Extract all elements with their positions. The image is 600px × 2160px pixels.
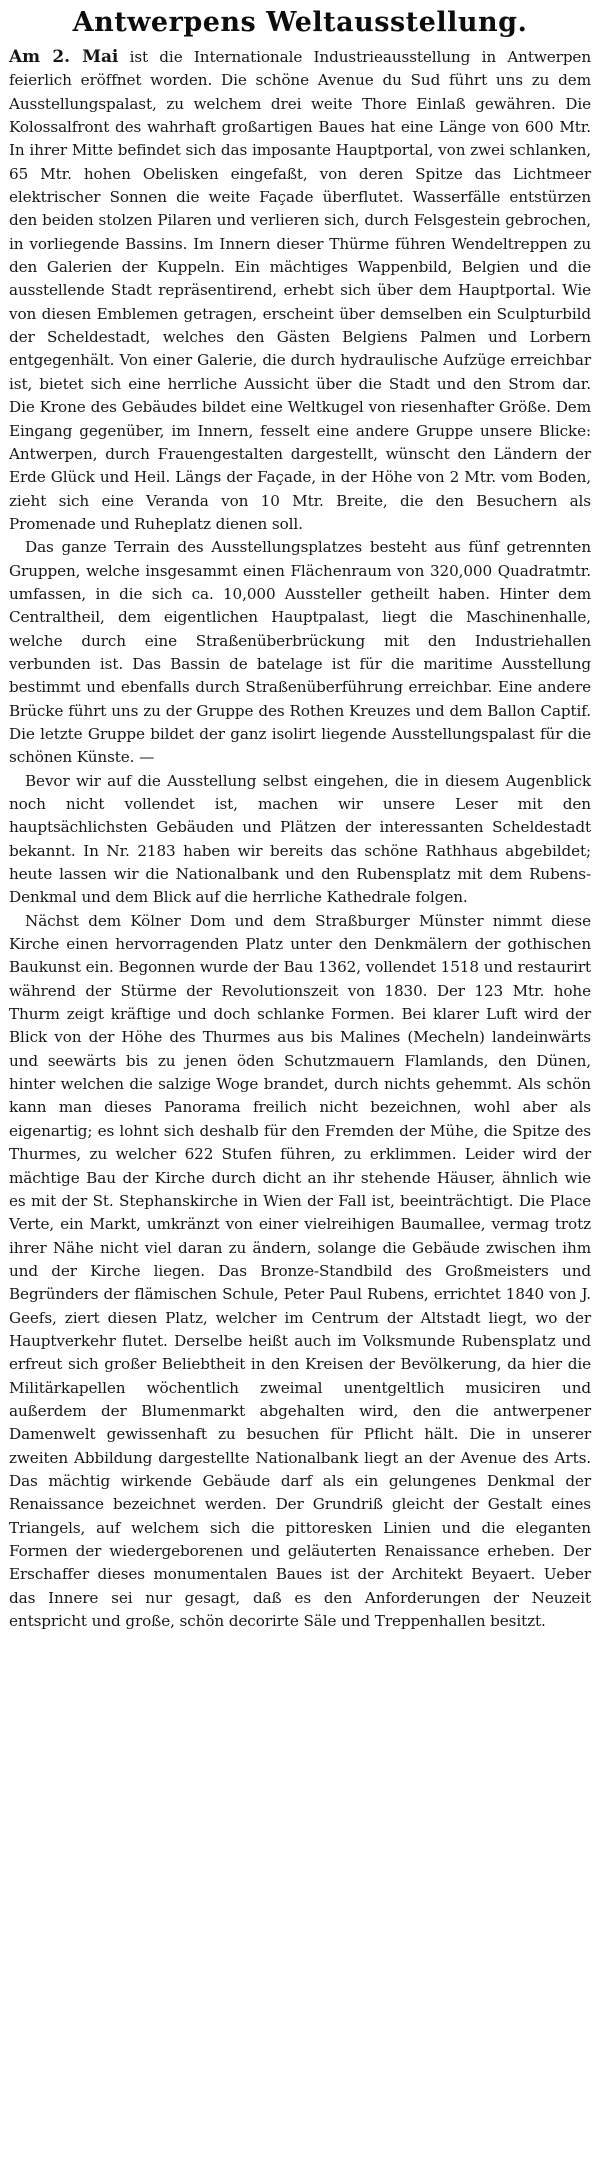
article-title: Antwerpens Weltausstellung.	[72, 7, 528, 38]
article-paragraph-2: Das ganze Terrain des Ausstellungsplatzes besteht aus fünf getrennten Gruppen, welche insgesammt einen Flächenraum von 320,000 Quadratmtr. umfassen, in die sich ca. 10,000 Aussteller getheilt haben. Hinter dem Centraltheil, dem eigentlichen Hauptpalast, liegt die Maschinenhalle, welche durch eine Straßenüberbrückung mit den Industriehallen verbunden ist. Das Bassin de batelage ist für die maritime Ausstellung bestimmt und ebenfalls durch Straßenüberführung erreichbar. Eine andere Brücke führt uns zu der Gruppe des Rothen Kreuzes und dem Ballon Captif. Die letzte Gruppe bildet der ganz isolirt liegende Ausstellungspalast für die schönen Künste. —	[9, 538, 591, 767]
article-paragraph-1	[9, 46, 591, 536]
article-paragraph-3: Bevor wir auf die Ausstellung selbst eingehen, die in diesem Augenblick noch nicht vollendet ist, machen wir unsere Leser mit den hauptsächlichsten Gebäuden und Plätzen der interessanten Scheldestadt bekannt. In Nr. 2183 haben wir bereits das schöne Rathhaus abgebildet; heute lassen wir die Nationalbank und den Rubensplatz mit dem Rubens-Denkmal und dem Blick auf die herrliche Kathedrale folgen.	[9, 771, 591, 907]
lead-in-text: Am 2. Mai	[9, 47, 119, 67]
article-paragraph-4: Nächst dem Kölner Dom und dem Straßburger Münster nimmt diese Kirche einen hervorragenden Platz unter den Denkmälern der gothischen Baukunst ein. Begonnen wurde der Bau 1362, vollendet 1518 und restaurirt während der Stürme der Revolutionszeit von 1830. Der 123 Mtr. hohe Thurm zeigt kräftige und doch schlanke Formen. Bei klarer Luft wird der Blick von der Höhe des Thurmes aus bis Malines (Mecheln) landeinwärts und seewärts bis zu jenen öden Schutzmauern Flamlands, den Dünen, hinter welchen die salzige Woge brandet, durch nichts gehemmt. Als schön kann man dieses Panorama freilich nicht bezeichnen, wohl aber als eigenartig; es lohnt sich deshalb für den Fremden der Mühe, die Spitze des Thurmes, zu welcher 622 Stufen führen, zu erklimmen. Leider wird der mächtige Bau der Kirche durch dicht an ihr stehende Häuser, ähnlich wie es mit der St. Stephanskirche in Wien der Fall ist, beeinträchtigt. Die Place Verte, ein Markt, umkränzt von einer vielreihigen Baumallee, vermag trotz ihrer Nähe nicht viel daran zu ändern, solange die Gebäude zwischen ihm und der Kirche liegen. Das Bronze-Standbild des Großmeisters und Begründers der flämischen Schule, Peter Paul Rubens, errichtet 1840 von J. Geefs, ziert diesen Platz, welcher im Centrum der Altstadt liegt, wo der Hauptverkehr flutet. Derselbe heißt auch im Volksmunde Rubensplatz und erfreut sich großer Beliebtheit in den Kreisen der Bevölkerung, da hier die Militärkapellen wöchentlich zweimal unentgeltlich musiciren und außerdem der Blumenmarkt abgehalten wird, den die antwerpener Damenwelt gewissenhaft zu besuchen für Pflicht hält. Die in unserer zweiten Abbildung dargestellte Nationalbank liegt an der Avenue des Arts. Das mächtig wirkende Gebäude darf als ein gelungenes Denkmal der Renaissance bezeichnet werden. Der Grundriß gleicht der Gestalt eines Triangels, auf welchem sich die pittoresken Linien und die eleganten Formen der wiedergeborenen und geläuterten Renaissance erheben. Der Erschaffer dieses monumentalen Baues ist der Architekt Beyaert. Ueber das Innere sei nur gesagt, daß es den Anforderungen der Neuzeit entspricht und große, schön decorirte Säle und Treppenhallen besitzt.	[9, 911, 591, 1631]
paragraph-1-text: ist die Internationale Industrieausstellung in Antwerpen feierlich eröffnet worden. Die schöne Avenue du Sud führt uns zu dem Ausstellungspalast, zu welchem drei weite Thore Einlaß gewähren. Die Kolossalfront des wahrhaft großartigen Baues hat eine Länge von 600 Mtr. In ihrer Mitte befindet sich das imposante Hauptportal, von zwei schlanken, 65 Mtr. hohen Obelisken eingefaßt, von deren Spitze das Lichtmeer elektrischer Sonnen die weite Façade überflutet. Wasserfälle entstürzen den beiden stolzen Pilaren und verlieren sich, durch Felsgestein gebrochen, in vorliegende Bassins. Im Innern dieser Thürme führen Wendeltreppen zu den Galerien der Kuppeln. Ein mächtiges Wappenbild, Belgien und die ausstellende Stadt repräsentirend, erhebt sich über dem Hauptportal. Wie von diesen Emblemen getragen, erscheint über demselben ein Sculpturbild der Scheldestadt, welches den Gästen Belgiens Palmen und Lorbern entgegenhält. Von einer Galerie, die durch hydraulische Aufzüge erreichbar ist, bietet sich eine herrliche Aussicht über die Stadt und den Strom dar. Die Krone des Gebäudes bildet eine Weltkugel von riesenhafter Größe. Dem Eingang gegenüber, im Innern, fesselt eine andere Gruppe unsere Blicke: Antwerpen, durch Frauengestalten dargestellt, wünscht den Ländern der Erde Glück und Heil. Längs der Façade, in der Höhe von 2 Mtr. vom Boden, zieht sich eine Veranda von 10 Mtr. Breite, die den Besuchern als Promenade und Ruheplatz dienen soll.	[9, 48, 592, 533]
